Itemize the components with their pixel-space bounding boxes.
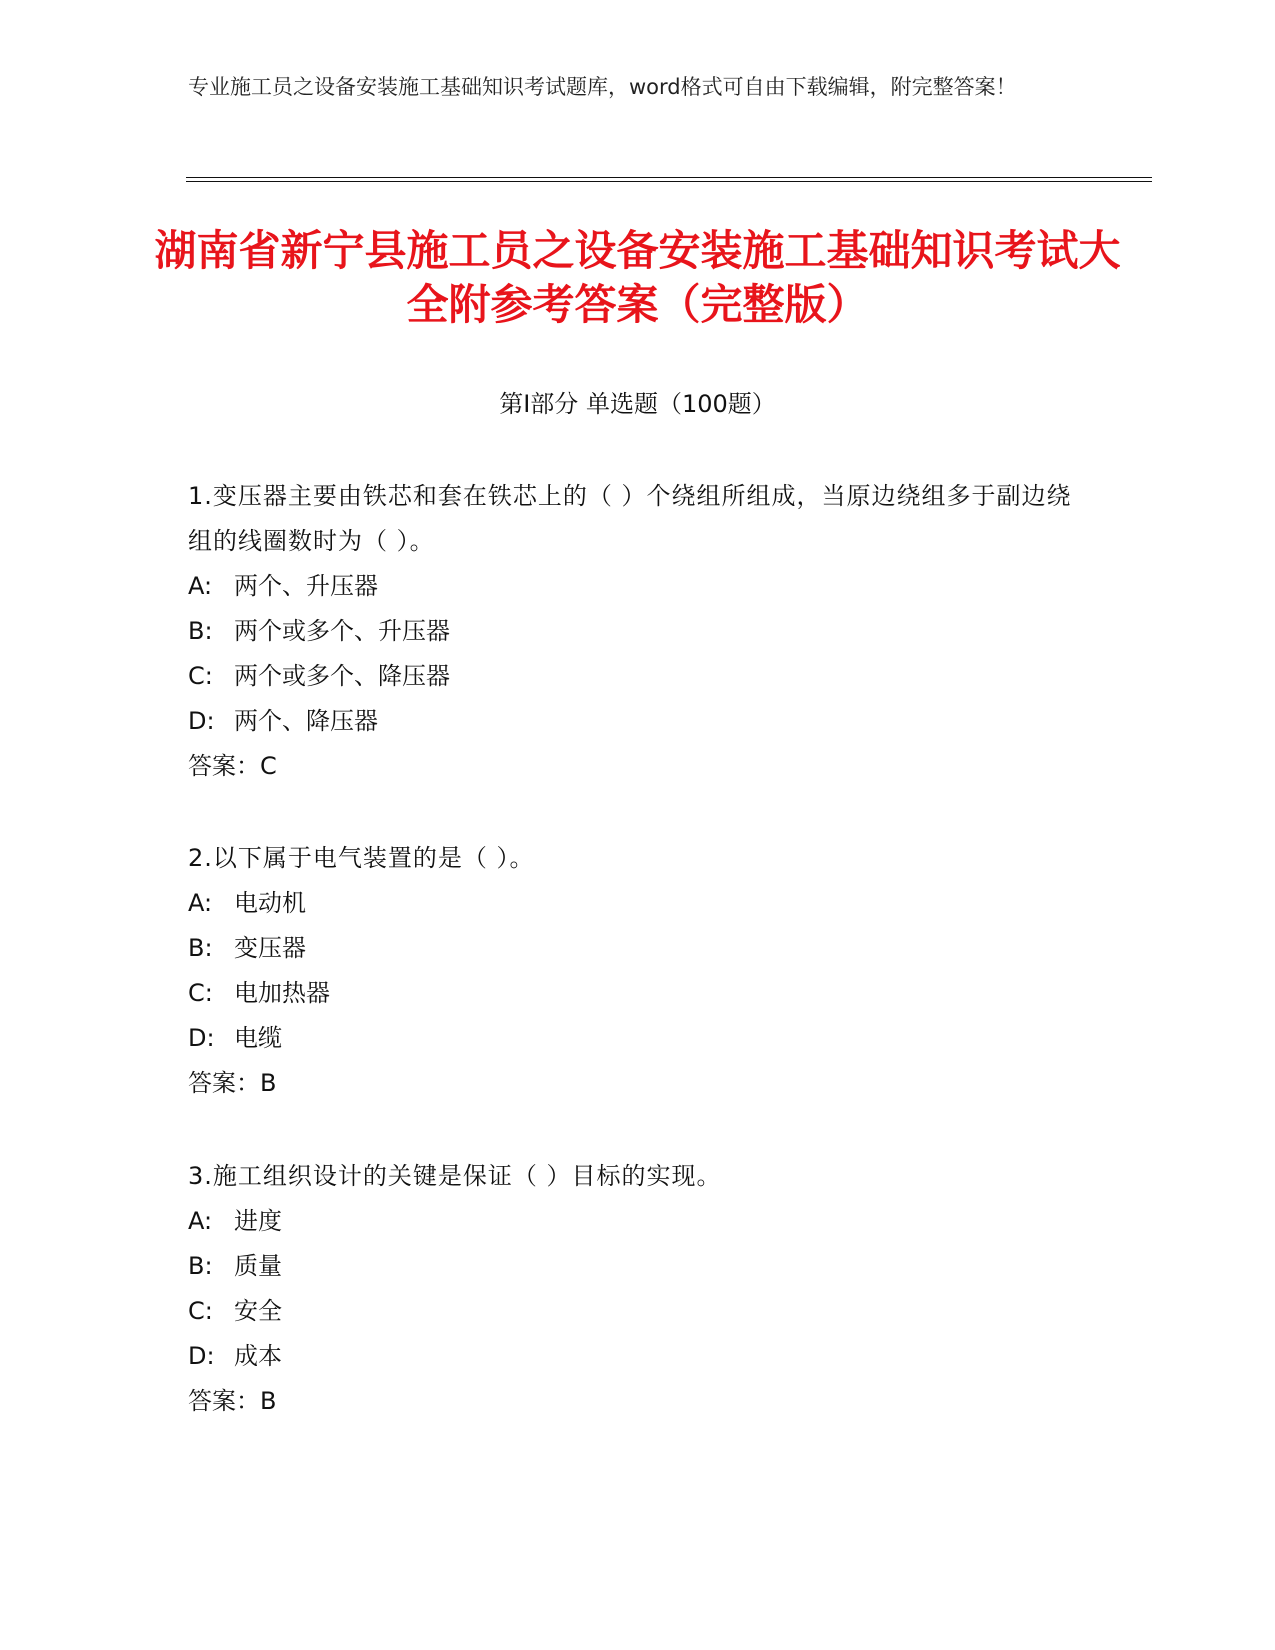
header-divider-top — [186, 177, 1152, 178]
option-letter: A: — [188, 889, 213, 917]
answer-line: 答案：B — [188, 1069, 277, 1097]
option-letter: A: — [188, 1207, 213, 1235]
option-a — [188, 1199, 1088, 1244]
option-text: 质量 — [234, 1252, 282, 1280]
answer-line: 答案：B — [188, 1387, 277, 1415]
option-letter: D: — [188, 1342, 215, 1370]
option-text: 两个、降压器 — [234, 707, 378, 735]
option-text: 两个或多个、升压器 — [234, 617, 450, 645]
question-text: 1.变压器主要由铁芯和套在铁芯上的（ ）个绕组所组成，当原边绕组多于副边绕组的线圈数时为（ ）。 — [188, 482, 1072, 555]
question-text: 2.以下属于电气装置的是（ ）。 — [188, 844, 535, 872]
option-c — [188, 1289, 1088, 1334]
option-a — [188, 881, 1088, 926]
option-b — [188, 926, 1088, 971]
question-text: 3.施工组织设计的关键是保证（ ）目标的实现。 — [188, 1162, 722, 1190]
option-letter: C: — [188, 979, 213, 1007]
option-letter: D: — [188, 707, 215, 735]
option-d — [188, 699, 1088, 744]
option-text: 变压器 — [234, 934, 306, 962]
option-b — [188, 609, 1088, 654]
option-d — [188, 1016, 1088, 1061]
option-text: 电动机 — [234, 889, 306, 917]
document-title: 湖南省新宁县施工员之设备安装施工基础知识考试大全附参考答案（完整版） — [154, 226, 1121, 329]
option-a — [188, 564, 1088, 609]
option-letter: B: — [188, 617, 213, 645]
option-text: 安全 — [234, 1297, 282, 1325]
option-letter: B: — [188, 934, 213, 962]
header-note: 专业施工员之设备安装施工基础知识考试题库，word格式可自由下载编辑，附完整答案！ — [188, 75, 1017, 99]
option-text: 两个或多个、降压器 — [234, 662, 450, 690]
section-heading: 第Ⅰ部分 单选题（100题） — [499, 390, 776, 418]
header-divider-bottom — [186, 181, 1152, 182]
question-1 — [188, 474, 1088, 789]
option-letter: C: — [188, 1297, 213, 1325]
option-text: 进度 — [234, 1207, 282, 1235]
question-3 — [188, 1154, 1088, 1424]
option-letter: D: — [188, 1024, 215, 1052]
option-letter: C: — [188, 662, 213, 690]
option-b — [188, 1244, 1088, 1289]
option-c — [188, 971, 1088, 1016]
option-d — [188, 1334, 1088, 1379]
question-2 — [188, 836, 1088, 1106]
option-text: 电加热器 — [234, 979, 330, 1007]
answer-line: 答案：C — [188, 752, 277, 780]
option-text: 电缆 — [234, 1024, 282, 1052]
option-letter: A: — [188, 572, 213, 600]
option-c — [188, 654, 1088, 699]
option-letter: B: — [188, 1252, 213, 1280]
option-text: 两个、升压器 — [234, 572, 378, 600]
option-text: 成本 — [234, 1342, 282, 1370]
